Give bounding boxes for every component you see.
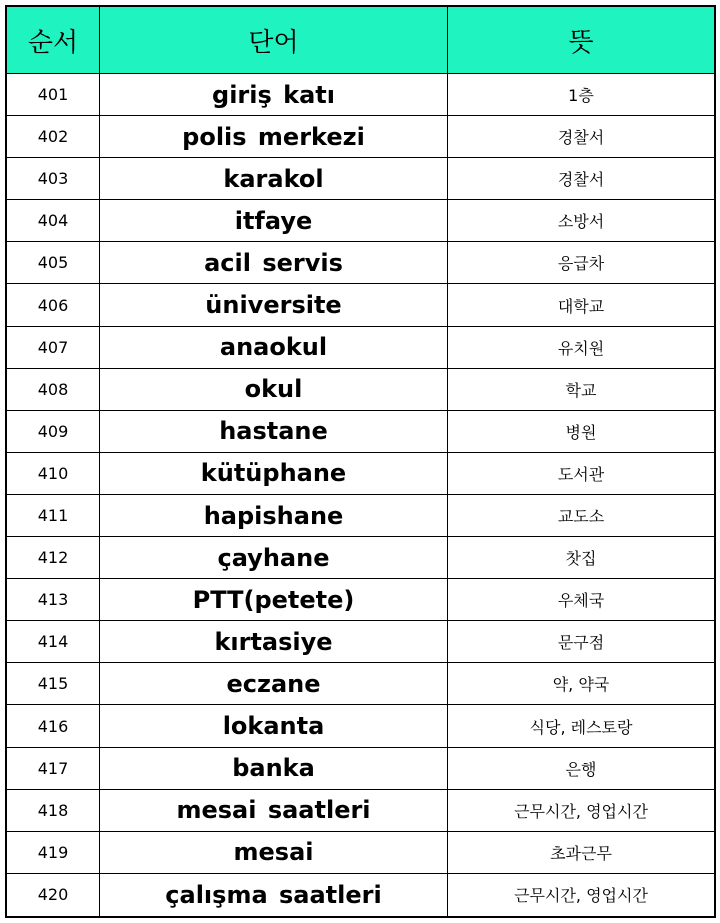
row-meaning: 도서관 — [448, 453, 714, 495]
row-meaning: 경찰서 — [448, 116, 714, 158]
row-meaning: 근무시간, 영업시간 — [448, 790, 714, 832]
header-number: 순서 — [7, 7, 100, 74]
row-word: hapishane — [100, 495, 448, 537]
row-meaning: 우체국 — [448, 579, 714, 621]
row-word: mesai — [100, 832, 448, 874]
row-word: anaokul — [100, 327, 448, 369]
row-meaning: 근무시간, 영업시간 — [514, 886, 648, 906]
row-word: eczane — [100, 663, 448, 705]
row-number: 409 — [7, 411, 100, 453]
row-meaning: 식당, 레스토랑 — [448, 705, 714, 747]
row-number: 408 — [7, 369, 100, 411]
row-number: 414 — [7, 621, 100, 663]
row-word: itfaye — [100, 200, 448, 242]
row-number: 417 — [7, 748, 100, 790]
row-number: 416 — [7, 705, 100, 747]
row-meaning: 1층 — [448, 74, 714, 116]
row-number: 418 — [7, 790, 100, 832]
row-number: 411 — [7, 495, 100, 537]
row-meaning: 경찰서 — [448, 158, 714, 200]
row-number: 407 — [7, 327, 100, 369]
row-word: üniversite — [100, 284, 448, 326]
row-meaning: 약, 약국 — [448, 663, 714, 705]
row-number: 403 — [7, 158, 100, 200]
row-word: okul — [100, 369, 448, 411]
row-meaning: 초과근무 — [448, 832, 714, 874]
row-word: kırtasiye — [100, 621, 448, 663]
row-meaning: 학교 — [448, 369, 714, 411]
row-word: çayhane — [100, 537, 448, 579]
row-word: giriş katı — [100, 74, 448, 116]
row-number: 401 — [7, 74, 100, 116]
row-meaning: 교도소 — [448, 495, 714, 537]
row-number: 420 — [7, 874, 100, 916]
row-meaning: 문구점 — [448, 621, 714, 663]
row-number: 404 — [7, 200, 100, 242]
row-number: 413 — [7, 579, 100, 621]
row-word: kütüphane — [100, 453, 448, 495]
row-word: banka — [100, 748, 448, 790]
row-word: acil servis — [100, 242, 448, 284]
row-meaning: 대학교 — [448, 284, 714, 326]
row-meaning: 찻집 — [448, 537, 714, 579]
row-word: karakol — [100, 158, 448, 200]
row-meaning: 은행 — [448, 748, 714, 790]
row-word: hastane — [100, 411, 448, 453]
row-number: 405 — [7, 242, 100, 284]
row-word: lokanta — [100, 705, 448, 747]
header-word: 단어 — [100, 7, 448, 74]
row-meaning: 병원 — [448, 411, 714, 453]
row-meaning: 소방서 — [448, 200, 714, 242]
row-number: 415 — [7, 663, 100, 705]
row-number: 419 — [7, 832, 100, 874]
row-meaning: 응급차 — [448, 242, 714, 284]
row-number: 412 — [7, 537, 100, 579]
row-number: 402 — [7, 116, 100, 158]
row-number: 410 — [7, 453, 100, 495]
row-word: çalışma saatleri — [100, 874, 448, 916]
row-number: 406 — [7, 284, 100, 326]
vocabulary-table — [5, 5, 716, 918]
row-word: polis merkezi — [100, 116, 448, 158]
row-meaning: 유치원 — [448, 327, 714, 369]
header-meaning: 뜻 — [448, 7, 714, 74]
row-word: PTT(petete) — [100, 579, 448, 621]
row-word: mesai saatleri — [100, 790, 448, 832]
